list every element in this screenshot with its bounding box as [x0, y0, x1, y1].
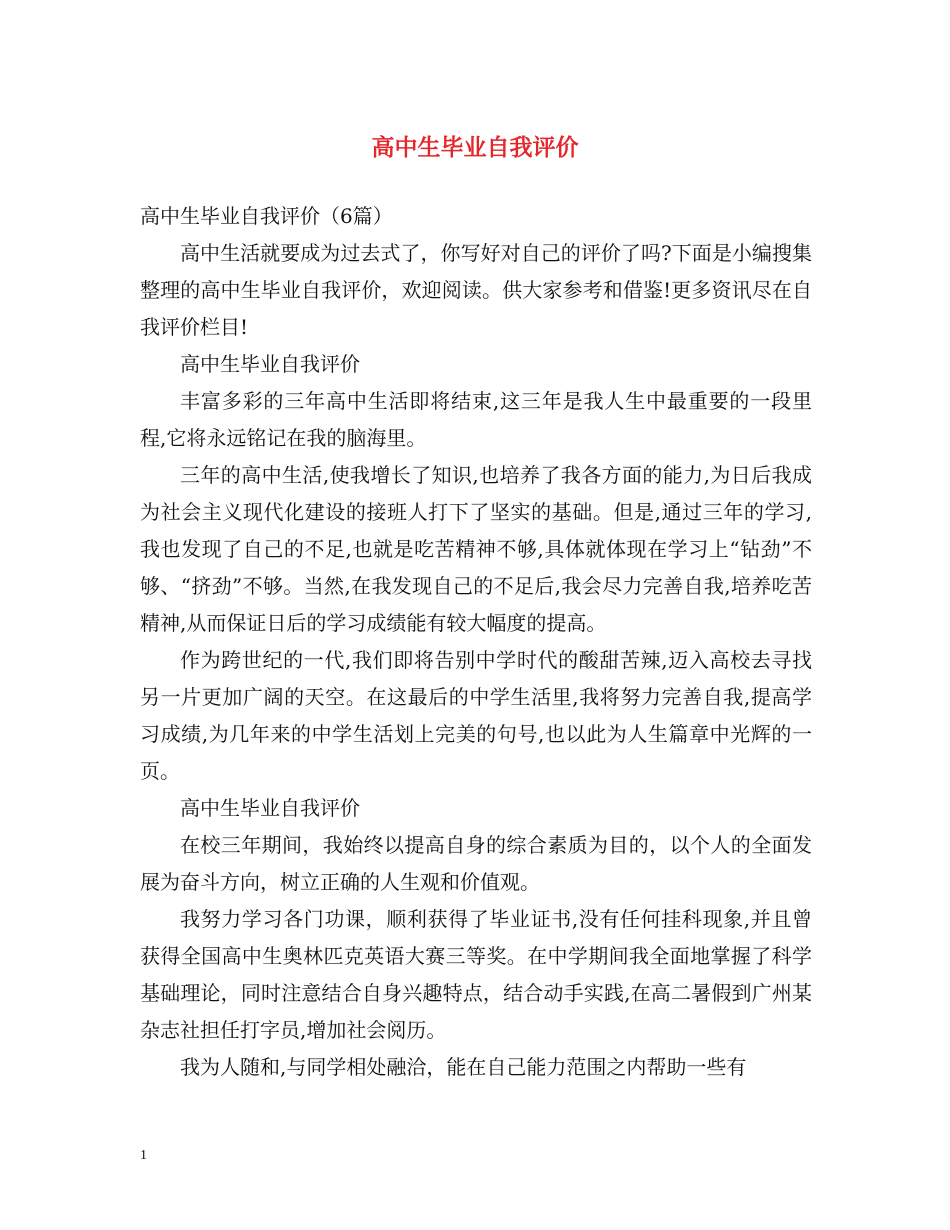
document-body [140, 198, 812, 1086]
paragraph: 丰富多彩的三年高中生活即将结束,这三年是我人生中最重要的一段里程,它将永远铭记在我的脑海里。 [140, 389, 812, 450]
paragraph: 三年的高中生活,使我增长了知识,也培养了我各方面的能力,为日后我成为社会主义现代化建设的接班人打下了坚实的基础。但是,通过三年的学习,我也发现了自己的不足,也就是吃苦精神不够,具体就体现在学习上“钻劲”不够、“挤劲”不够。当然,在我发现自己的不足后,我会尽力完善自我,培养吃苦精神,从而保证日后的学习成绩能有较大幅度的提高。 [140, 463, 812, 635]
paragraph: 高中生毕业自我评价 [180, 352, 360, 376]
paragraph: 高中生活就要成为过去式了，你写好对自己的评价了吗?下面是小编搜集整理的高中生毕业自我评价，欢迎阅读。供大家参考和借鉴!更多资讯尽在自我评价栏目! [140, 241, 812, 339]
paragraph: 我努力学习各门功课，顺利获得了毕业证书,没有任何挂科现象,并且曾获得全国高中生奥林匹克英语大赛三等奖。在中学期间我全面地掌握了科学基础理论，同时注意结合自身兴趣特点，结合动手实践,在高二暑假到广州某杂志社担任打字员,增加社会阅历。 [140, 907, 812, 1042]
page-number: 1 [140, 1148, 147, 1163]
paragraph: 作为跨世纪的一代,我们即将告别中学时代的酸甜苦辣,迈入高校去寻找另一片更加广阔的天空。在这最后的中学生活里,我将努力完善自我,提高学习成绩,为几年来的中学生活划上完美的句号,也以此为人生篇章中光辉的一页。 [140, 648, 812, 783]
paragraph: 高中生毕业自我评价 [180, 796, 360, 820]
document-title: 高中生毕业自我评价 [371, 134, 579, 161]
paragraph: 在校三年期间，我始终以提高自身的综合素质为目的，以个人的全面发展为奋斗方向，树立正确的人生观和价值观。 [140, 833, 812, 894]
paragraph: 我为人随和,与同学相处融洽，能在自己能力范围之内帮助一些有 [180, 1055, 747, 1079]
paragraph: 高中生毕业自我评价（6篇） [140, 204, 393, 228]
